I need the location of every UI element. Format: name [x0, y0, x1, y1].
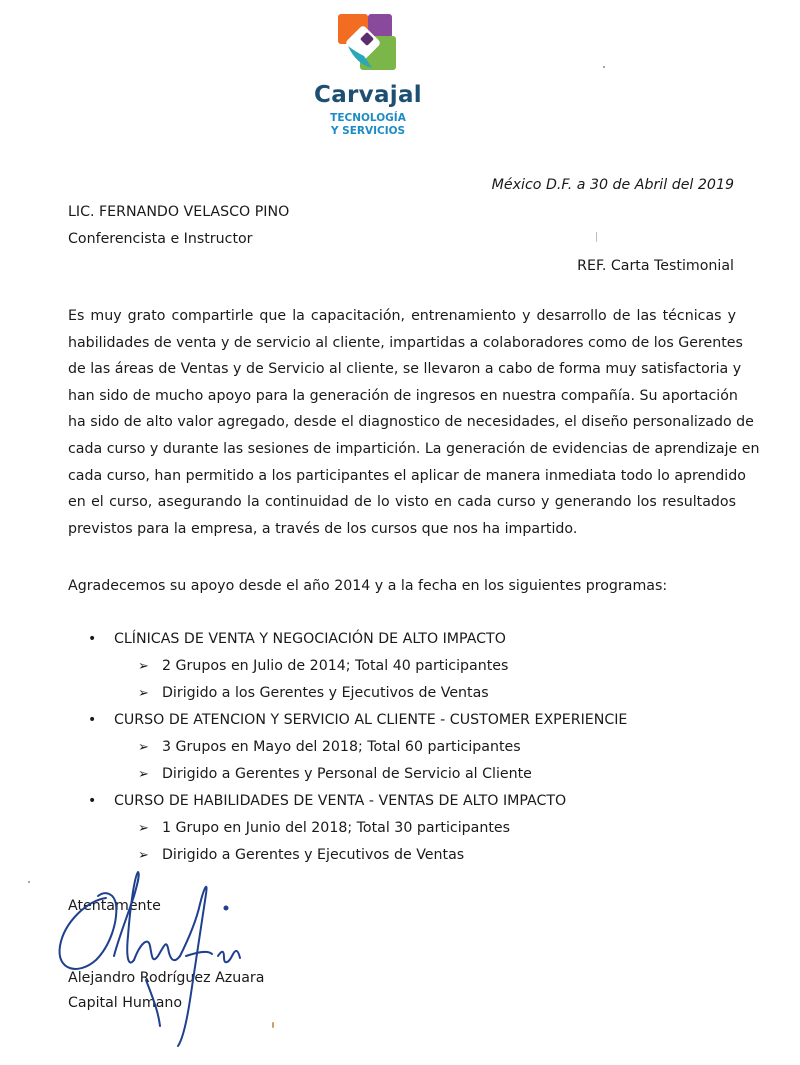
body-line: de las áreas de Ventas y de Servicio al cliente, se llevaron a cabo de forma muy satisfactoria y: [68, 361, 742, 378]
program-detail-text: 2 Grupos en Julio de 2014; Total 40 participantes: [162, 658, 509, 674]
signer-name: Alejandro Rodríguez Azuara: [68, 970, 265, 986]
program-item: [88, 707, 627, 733]
program-detail: [138, 734, 521, 761]
program-detail-text: 3 Grupos en Mayo del 2018; Total 60 participantes: [162, 739, 521, 755]
paper-speck: [603, 66, 605, 68]
body-paragraph: [68, 303, 760, 542]
reference-line: REF. Carta Testimonial: [577, 258, 734, 274]
body-line: cada curso, han permitido a los participantes el aplicar de manera inmediata todo lo aprendido: [68, 467, 746, 484]
body-line: ha sido de alto valor agregado, desde el diagnostico de necesidades, el diseño personalizado de: [68, 414, 754, 431]
body-line: habilidades de venta y de servicio al cliente, impartidas a colaboradores como de los Gerentes: [68, 334, 743, 351]
program-title: CURSO DE HABILIDADES DE VENTA - VENTAS DE ALTO IMPACTO: [114, 793, 567, 809]
bullet-icon: •: [88, 712, 97, 728]
arrow-bullet-icon: ➢: [138, 767, 149, 782]
arrow-bullet-icon: ➢: [138, 848, 149, 863]
letter-date: México D.F. a 30 de Abril del 2019: [491, 177, 734, 193]
bullet-icon: •: [88, 631, 97, 647]
paper-speck: [272, 1022, 274, 1028]
bullet-icon: •: [88, 793, 97, 809]
program-detail: [138, 680, 489, 707]
addressee-role: Conferencista e Instructor: [68, 231, 253, 247]
carvajal-logo: [306, 12, 430, 136]
body-line: en el curso, asegurando la continuidad de lo visto en cada curso y generando los resultados: [68, 494, 736, 511]
arrow-bullet-icon: ➢: [138, 821, 149, 836]
program-detail: [138, 761, 532, 788]
handwritten-signature: [48, 860, 258, 1050]
body-line: cada curso y durante las sesiones de impartición. La generación de evidencias de aprendizaje en: [68, 440, 760, 457]
arrow-bullet-icon: ➢: [138, 659, 149, 674]
addressee-name: LIC. FERNANDO VELASCO PINO: [68, 204, 290, 220]
logo-subtitle-line2: Y SERVICIOS: [330, 125, 406, 137]
program-detail-text: Dirigido a Gerentes y Ejecutivos de Ventas: [162, 847, 465, 863]
program-title: CURSO DE ATENCION Y SERVICIO AL CLIENTE - CUSTOMER EXPERIENCIE: [114, 712, 628, 728]
program-detail: [138, 815, 510, 842]
program-detail-text: Dirigido a Gerentes y Personal de Servicio al Cliente: [162, 766, 532, 782]
arrow-bullet-icon: ➢: [138, 740, 149, 755]
program-item: [88, 788, 566, 814]
closing-line: Atentamente: [68, 898, 161, 914]
body-line: previstos para la empresa, a través de los cursos que nos ha impartido.: [68, 520, 578, 537]
arrow-bullet-icon: ➢: [138, 686, 149, 701]
thanks-line: Agradecemos su apoyo desde el año 2014 y a la fecha en los siguientes programas:: [68, 578, 668, 594]
paper-speck: [28, 881, 30, 883]
signer-department: Capital Humano: [68, 995, 183, 1011]
program-detail-text: 1 Grupo en Junio del 2018; Total 30 participantes: [162, 820, 511, 836]
body-line: han sido de mucho apoyo para la generación de ingresos en nuestra compañía. Su aportación: [68, 387, 738, 404]
paper-speck: [596, 232, 597, 242]
logo-subtitle-line1: TECNOLOGÍA: [330, 112, 406, 124]
carvajal-logo-mark-icon: [336, 12, 400, 72]
program-title: CLÍNICAS DE VENTA Y NEGOCIACIÓN DE ALTO IMPACTO: [114, 631, 506, 647]
program-detail: [138, 653, 508, 680]
program-detail-text: Dirigido a los Gerentes y Ejecutivos de Ventas: [162, 685, 489, 701]
logo-wordmark: Carvajal: [314, 82, 422, 108]
program-item: [88, 626, 506, 652]
body-line: Es muy grato compartirle que la capacitación, entrenamiento y desarrollo de las técnicas y: [68, 308, 736, 324]
